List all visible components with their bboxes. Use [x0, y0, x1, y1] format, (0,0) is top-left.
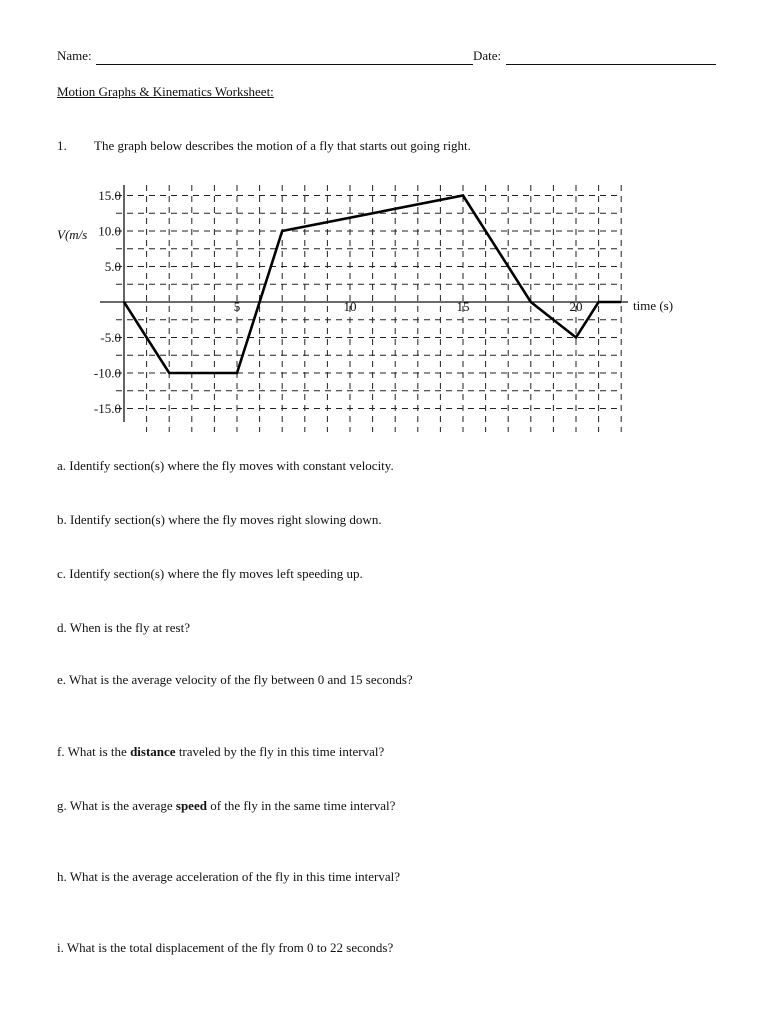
question-b: b. Identify section(s) where the fly moves right slowing down. — [57, 512, 382, 527]
y-tick-label: 15.0 — [98, 188, 121, 203]
x-tick-label: 10 — [343, 299, 357, 314]
x-tick-label: 5 — [233, 299, 241, 314]
question-g-bold: speed — [175, 798, 207, 813]
question-d: d. When is the fly at rest? — [57, 620, 190, 635]
question-g-post: of the fly in the same time interval? — [206, 798, 396, 813]
worksheet-title: Motion Graphs & Kinematics Worksheet: — [57, 84, 274, 99]
question-f-bold: distance — [130, 744, 176, 759]
velocity-time-graph — [0, 0, 768, 450]
question-g-pre: g. What is the average — [57, 798, 176, 813]
question-1-number: 1. — [57, 138, 67, 153]
question-f-post: traveled by the fly in this time interval? — [175, 744, 385, 759]
graph-axes — [100, 185, 628, 422]
question-f — [57, 744, 384, 760]
question-h: h. What is the average acceleration of the fly in this time interval? — [57, 869, 401, 884]
x-tick-label: 20 — [569, 299, 583, 314]
y-tick-label: -15.0 — [93, 401, 121, 416]
x-axis-label: time (s) — [633, 298, 674, 313]
name-label: Name: — [57, 48, 92, 63]
date-label: Date: — [473, 48, 502, 63]
y-tick-label: 5.0 — [104, 259, 121, 274]
question-1-text: The graph below describes the motion of a fly that starts out going right. — [94, 138, 471, 153]
question-g — [57, 798, 395, 814]
graph-grid — [116, 185, 622, 432]
y-tick-label: -5.0 — [100, 330, 121, 345]
question-f-pre: f. What is the — [57, 744, 131, 759]
question-a: a. Identify section(s) where the fly moves with constant velocity. — [57, 458, 394, 473]
y-tick-label: 10.0 — [98, 223, 121, 239]
y-tick-label: -10.0 — [93, 365, 121, 381]
question-c: c. Identify section(s) where the fly moves left speeding up. — [57, 566, 363, 581]
y-axis-label: V(m/s — [57, 227, 88, 242]
x-tick-label: 15 — [456, 299, 470, 314]
question-i: i. What is the total displacement of the fly from 0 to 22 seconds? — [57, 940, 394, 955]
question-e: e. What is the average velocity of the fly between 0 and 15 seconds? — [57, 672, 413, 687]
